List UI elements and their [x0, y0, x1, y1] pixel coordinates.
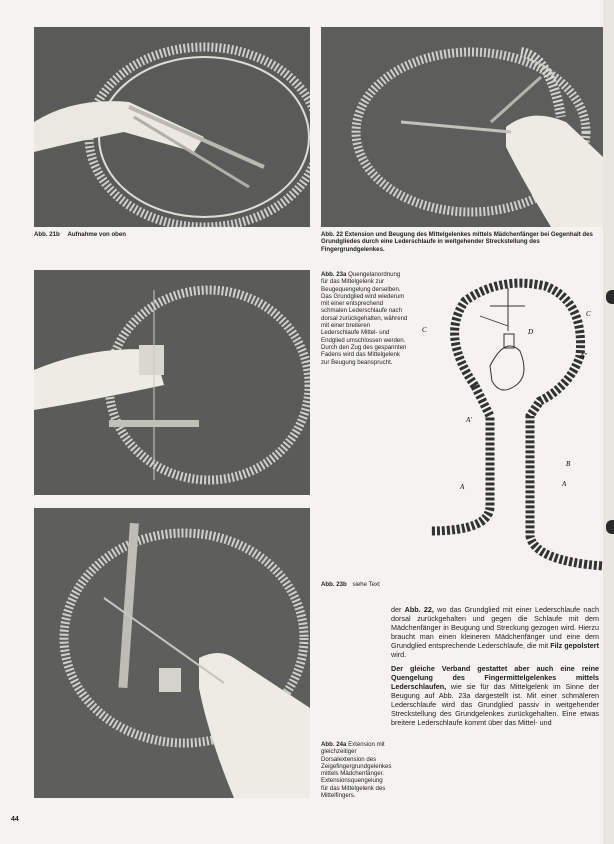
- caption-text: siehe Text: [352, 581, 380, 588]
- caption-fig-23b: [321, 581, 411, 588]
- paragraph-text: wo das Grundglied mit einer Lederschlaufe nach dorsal zurückgehalten und gegen die Schlaufe mit dem Mädchenfänger in Beugung und Streckung gezogen wird. Hierzu braucht man einen kleineren Mädchenfänger und eine dem Grundglied entsprechende Lederschlaufe, die mit: [391, 605, 599, 651]
- edge-mark: [606, 290, 614, 304]
- diagram-label: C: [422, 326, 427, 334]
- diagram-label: A: [460, 483, 465, 491]
- emphasis-text: Der gleiche Verband gestattet aber auch eine reine Quengelung des Fingermittelgelenkes mittels Lederschlaufen,: [391, 663, 599, 691]
- caption-label: Abb. 24a: [321, 741, 347, 748]
- photo-fig-24a: [34, 508, 310, 798]
- diagram-label: A: [562, 480, 567, 488]
- frame-photo-illustration: [34, 270, 310, 495]
- emphasis-text: Filz gepolstert: [550, 641, 599, 651]
- diagram-label: D: [528, 328, 534, 336]
- diagram-label: C: [586, 310, 591, 318]
- diagram-label: A": [580, 352, 588, 360]
- paragraph-2: [391, 664, 599, 728]
- photo-fig-23a: [34, 270, 310, 495]
- page-number: 44: [11, 816, 19, 823]
- body-text-column: [391, 605, 599, 731]
- diagram-fig-23b: [420, 276, 603, 576]
- splint-sketch: [420, 276, 603, 576]
- caption-text: Aufnahme von oben: [67, 231, 127, 238]
- paragraph-text: wie sie für das Mittelgelenk im Sinne der Beugung auf Abb. 23a dargestellt ist. Mit einer schmäleren Lederschlaufe wird das Grundglied passiv in weitgehender Streckstellung des Grundgelenkes zurückgehalten. Eine etwas breitere Lederschlaufe kommt über das Mittel- und: [391, 681, 599, 728]
- caption-label: Abb. 23b: [321, 581, 347, 588]
- frame-photo-illustration: [321, 27, 603, 227]
- caption-fig-24a: [321, 741, 392, 800]
- caption-text: Extension und Beugung des Mittelgelenkes mittels Mädchenfänger bei Gegenhalt des Grundgliedes durch eine Lederschlaufe in weitgehender Streckstellung des Fingergrundgelenkes.: [321, 231, 593, 253]
- paragraph-text: wird.: [391, 650, 407, 660]
- frame-photo-illustration: [34, 27, 310, 227]
- page-edge: [603, 0, 614, 844]
- diagram-label: A': [466, 416, 472, 424]
- caption-fig-22: [321, 231, 603, 253]
- photo-fig-21b: [34, 27, 310, 227]
- caption-fig-23a: [321, 271, 409, 366]
- caption-label: Abb. 21b: [34, 231, 60, 238]
- caption-text: Quengelanordnung für das Mittelgelenk zur Beugequengelung derselben. Das Grundglied wird wiederum mit einer entsprechend schmalen Lederschlaufe nach dorsal zurückgehalten, während mit einer breiteren Lederschlaufe Mittel- und Endglied umschlossen werden. Durch den Zug des gespannten Fadens wird das Mittelgelenk zur Beugung beansprucht.: [321, 271, 408, 366]
- caption-label: Abb. 23a: [321, 271, 347, 278]
- photo-fig-22: [321, 27, 603, 227]
- caption-fig-21b: [34, 231, 310, 238]
- edge-mark: [606, 520, 614, 534]
- caption-label: Abb. 22: [321, 231, 344, 238]
- diagram-label: B: [566, 460, 571, 468]
- paragraph-1: [391, 605, 599, 660]
- paragraph-text: der: [391, 605, 402, 614]
- frame-photo-illustration: [34, 508, 310, 798]
- caption-text: Extension mit gleichzeitiger Dorsalextension des Zeigefingergrundgelenkes mittels Mädchenfänger. Extensionsquengelung für das Mittelgelenk des Mittelfingers.: [321, 741, 392, 800]
- figure-reference: Abb. 22,: [404, 605, 434, 614]
